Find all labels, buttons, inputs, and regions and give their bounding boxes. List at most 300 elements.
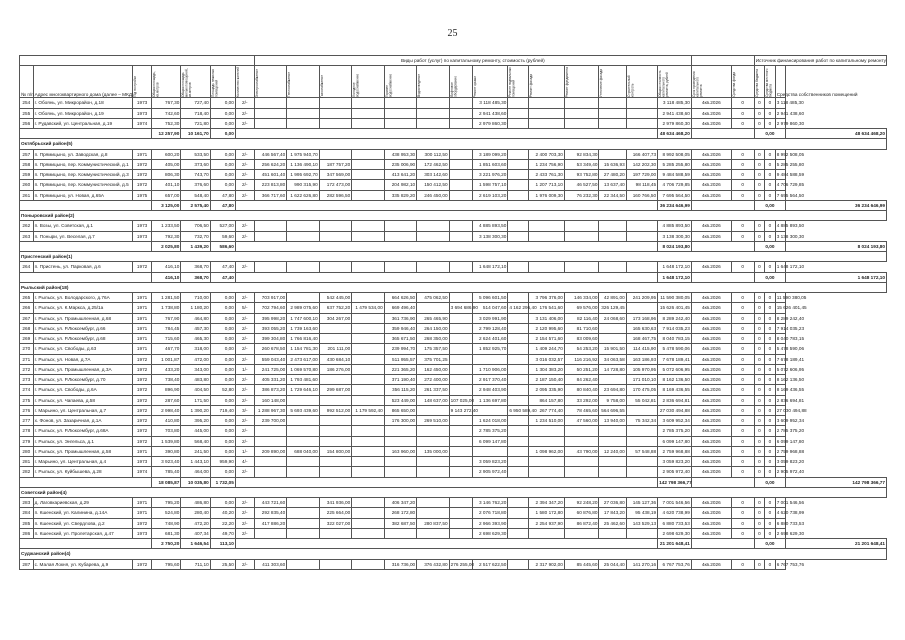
row-work-value xyxy=(508,508,529,518)
row-planned-date: 4кв.2026 xyxy=(691,108,731,118)
row-work-value: 2 254 937,90 xyxy=(529,518,565,528)
table-row xyxy=(20,508,887,518)
row-work-value xyxy=(319,231,351,241)
row-dwellers: 2/- xyxy=(235,313,254,323)
subtotal-area-total: 18 085,87 xyxy=(152,477,181,487)
row-total-cost: 8 289 242,40 xyxy=(658,313,692,323)
row-area-residential: 1 180,20 xyxy=(181,303,210,313)
row-area-residential: 457,30 xyxy=(181,323,210,333)
row-work-value xyxy=(564,98,599,108)
row-work-value xyxy=(626,457,657,467)
row-number: 255 xyxy=(20,108,34,118)
row-work-value xyxy=(599,375,626,385)
row-area-residential: 727,40 xyxy=(181,98,210,108)
header-area-residential: Общая площадь жилых помещений, кв.метров xyxy=(181,68,193,98)
row-work-value: 6 099 147,80 xyxy=(472,436,508,446)
row-work-value xyxy=(599,262,626,272)
row-work-value: 2 433 761,30 xyxy=(529,170,565,180)
row-owners-funds: 8 040 783,15 xyxy=(775,334,785,344)
row-fund-value: 0 xyxy=(765,170,775,180)
row-planned-date: 4кв.2026 xyxy=(691,180,731,190)
row-fund-value: 0 xyxy=(754,405,764,415)
row-work-value: 150 412,50 xyxy=(417,180,449,190)
row-area-nonresidential: 0,00 xyxy=(210,108,235,118)
row-number: 281 xyxy=(20,457,34,467)
row-work-value: 154 800,00 xyxy=(319,446,351,456)
district-section-label: Пристенский район(1) xyxy=(20,252,887,262)
district-subtotal-row xyxy=(20,129,887,139)
row-work-value xyxy=(417,108,449,118)
row-work-value xyxy=(352,334,384,344)
row-total-cost: 5 478 590,06 xyxy=(658,344,692,354)
row-work-value xyxy=(508,375,529,385)
row-address: г. Рыльск, ул. Чапаева, д.58 xyxy=(33,395,133,405)
row-area-total: 433,20 xyxy=(152,364,181,374)
row-work-value xyxy=(352,518,384,528)
row-address: г. Обоянь, ул. Микрорайон, д.18 xyxy=(33,98,133,108)
row-fund-value: 0 xyxy=(765,457,775,467)
row-work-value xyxy=(599,118,626,128)
row-planned-date: 4кв.2026 xyxy=(691,446,731,456)
table-row xyxy=(20,334,887,344)
row-dwellers: 2/- xyxy=(235,323,254,333)
row-fund-value: 0 xyxy=(765,344,775,354)
cell-blank xyxy=(20,241,152,251)
row-area-residential: 464,80 xyxy=(181,313,210,323)
row-area-total: 1 539,80 xyxy=(152,436,181,446)
row-planned-date: 4кв.2026 xyxy=(691,498,731,508)
row-year: 1972 xyxy=(133,170,152,180)
subtotal-fund-budget: 0,00 xyxy=(754,241,785,251)
subtotal-area-nonresidential: 1 732,05 xyxy=(210,477,235,487)
row-fund-value: 0 xyxy=(754,323,764,333)
row-fund-value: 0 xyxy=(754,375,764,385)
row-work-value: 865 650,00 xyxy=(384,405,416,415)
row-work-value xyxy=(449,508,472,518)
table-row xyxy=(20,262,887,272)
row-fund-value: 0 xyxy=(731,467,754,477)
row-area-residential: 1 443,10 xyxy=(181,457,210,467)
row-work-value: 282 596,50 xyxy=(319,190,351,200)
row-fund-value: 0 xyxy=(754,334,764,344)
row-area-residential: 706,50 xyxy=(181,221,210,231)
row-work-value: 3 796 376,00 xyxy=(529,293,565,303)
row-work-value xyxy=(352,498,384,508)
row-work-value: 187 757,20 xyxy=(319,159,351,169)
row-work-value: 664 626,50 xyxy=(384,293,416,303)
row-work-value: 146 334,00 xyxy=(564,293,599,303)
subtotal-total-cost: 21 201 648,41 xyxy=(658,539,692,549)
header-work-9: Ремонт фасада xyxy=(529,74,534,98)
row-work-value: 406 347,20 xyxy=(384,498,416,508)
row-owners-funds: 11 590 380,05 xyxy=(775,293,785,303)
row-work-value xyxy=(564,457,599,467)
row-area-nonresidential: 59,60 xyxy=(210,231,235,241)
row-fund-value: 0 xyxy=(731,313,754,323)
row-work-value: 356 115,20 xyxy=(384,385,416,395)
row-year: 1971 xyxy=(133,334,152,344)
row-area-total: 1 001,87 xyxy=(152,354,181,364)
row-area-nonresidential: 0,00 xyxy=(210,467,235,477)
row-fund-value: 0 xyxy=(754,190,764,200)
row-work-value xyxy=(449,446,472,456)
row-address: х. Фонов, ул. Зазаричная, д.1А xyxy=(33,416,133,426)
row-area-total: 742,60 xyxy=(152,108,181,118)
row-work-value: 1 851 603,60 xyxy=(472,159,508,169)
row-work-value xyxy=(449,385,472,395)
row-work-value xyxy=(564,528,599,538)
row-fund-value: 0 xyxy=(765,436,775,446)
row-work-value: 92 834,30 xyxy=(564,149,599,159)
row-dwellers: 2/- xyxy=(235,518,254,528)
row-work-value xyxy=(508,344,529,354)
row-work-value: 3 694 686,90 xyxy=(449,303,472,313)
row-work-value xyxy=(529,436,565,446)
row-dwellers: 2/- xyxy=(235,467,254,477)
row-work-value xyxy=(417,436,449,446)
row-fund-value: 0 xyxy=(765,528,775,538)
header-work-4: Горячее водоснабжение xyxy=(384,74,393,98)
table-row xyxy=(20,344,887,354)
row-work-value xyxy=(449,190,472,200)
row-fund-value: 0 xyxy=(765,467,775,477)
row-work-value: 78 465,60 xyxy=(564,405,599,415)
row-work-value xyxy=(384,231,416,241)
row-work-value xyxy=(449,221,472,231)
row-work-value: 145 127,36 xyxy=(626,498,657,508)
row-work-value xyxy=(319,118,351,128)
row-address: г. Рыльск, ул. Р.Люксембург, д.70 xyxy=(33,375,133,385)
subtotal-area-residential: 1 439,20 xyxy=(181,241,210,251)
table-row xyxy=(20,190,887,200)
row-dwellers: 2/- xyxy=(235,98,254,108)
row-work-value: 172 462,50 xyxy=(417,159,449,169)
subtotal-total-cost: 48 634 468,20 xyxy=(658,129,692,139)
header-num: № п/п xyxy=(20,66,34,98)
row-work-value: 1 852 925,70 xyxy=(472,344,508,354)
table-row xyxy=(20,405,887,415)
row-fund-value: 0 xyxy=(765,334,775,344)
row-area-total: 657,00 xyxy=(152,190,181,200)
row-work-value: 24 068,60 xyxy=(599,313,626,323)
row-work-value xyxy=(319,528,351,538)
row-work-value xyxy=(287,426,319,436)
row-owners-funds: 5 285 255,80 xyxy=(775,159,785,169)
row-work-value xyxy=(449,159,472,169)
row-work-value xyxy=(417,98,449,108)
row-work-value: 3 146 762,20 xyxy=(472,498,508,508)
row-work-value: 341 936,00 xyxy=(319,498,351,508)
row-work-value xyxy=(599,426,626,436)
row-work-value: 2 941 438,60 xyxy=(472,108,508,118)
subtotal-area-total: 12 257,90 xyxy=(152,129,181,139)
row-work-value xyxy=(319,149,351,159)
header-address: Адрес многоквартирного дома (далее – МКД) xyxy=(33,66,133,98)
row-area-total: 3 923,40 xyxy=(152,457,181,467)
row-work-value: 399 304,80 xyxy=(254,334,286,344)
header-dwellers: Количество жителей xyxy=(235,66,240,98)
row-address: п. Прямицыно, пер. Коммунистический, д.3 xyxy=(33,170,133,180)
row-work-value xyxy=(449,518,472,528)
row-work-value xyxy=(352,323,384,333)
row-owners-funds: 2 759 968,88 xyxy=(775,446,785,456)
row-fund-value: 0 xyxy=(765,293,775,303)
row-area-nonresidential: 0,00 xyxy=(210,159,235,169)
row-area-total: 467,70 xyxy=(152,344,181,354)
row-total-cost: 11 590 380,05 xyxy=(658,293,692,303)
row-area-residential: 465,30 xyxy=(181,334,210,344)
row-area-nonresidential: 0,00 xyxy=(210,375,235,385)
header-columns-row xyxy=(20,66,887,98)
row-work-value xyxy=(287,293,319,303)
row-year: 1972 xyxy=(133,364,152,374)
table-row xyxy=(20,118,887,128)
row-work-value: 702 794,60 xyxy=(254,303,286,313)
row-number: 254 xyxy=(20,98,34,108)
row-work-value: 326 129,45 xyxy=(599,303,626,313)
row-area-residential: 711,10 xyxy=(181,559,210,569)
row-number: 283 xyxy=(20,498,34,508)
row-work-value: 386 873,20 xyxy=(254,385,286,395)
row-address: п. Пристень, ул. Парковая, д.6 xyxy=(33,262,133,272)
row-work-value: 3 221 976,20 xyxy=(472,170,508,180)
subtotal-fund-budget: 0,00 xyxy=(754,129,785,139)
row-year: 1972 xyxy=(133,416,152,426)
row-work-value: 42 891,00 xyxy=(599,293,626,303)
row-area-residential: 568,40 xyxy=(181,436,210,446)
row-area-nonresidential: 0,00 xyxy=(210,416,235,426)
row-work-value xyxy=(352,262,384,272)
row-year: 1975 xyxy=(133,190,152,200)
row-work-value xyxy=(449,108,472,118)
row-work-value xyxy=(287,262,319,272)
row-work-value: 2 154 571,60 xyxy=(529,334,565,344)
subtotal-total-cost: 142 798 366,77 xyxy=(658,477,692,487)
table-row xyxy=(20,303,887,313)
row-work-value xyxy=(626,528,657,538)
row-work-value: 15 636,93 xyxy=(599,159,626,169)
header-area-nonresidential: Площадь нежилых помещений xyxy=(210,69,219,98)
row-owners-funds: 6 767 753,76 xyxy=(775,559,785,569)
row-area-nonresidential: 0,00 xyxy=(210,364,235,374)
row-address: п. Кшенский, ул. Пролетарская, д.47 xyxy=(33,528,133,538)
table-row xyxy=(20,375,887,385)
row-total-cost: 7 678 189,41 xyxy=(658,354,692,364)
row-year: 1971 xyxy=(133,149,152,159)
row-work-value xyxy=(352,508,384,518)
table-row xyxy=(20,457,887,467)
cell-blank xyxy=(235,129,657,139)
row-planned-date: 4кв.2026 xyxy=(691,375,731,385)
row-address: г. Марьино, ул. Центральная, д.7 xyxy=(33,405,133,415)
row-total-cost: 5 072 606,95 xyxy=(658,364,692,374)
row-work-value: 1 098 962,00 xyxy=(529,446,565,456)
row-fund-value: 0 xyxy=(754,364,764,374)
row-work-value: 2 619 103,20 xyxy=(472,190,508,200)
row-fund-value: 0 xyxy=(765,498,775,508)
row-fund-value: 0 xyxy=(765,375,775,385)
header-work-10: Ремонт фундамента xyxy=(564,66,569,98)
row-address: г. Рыльск, ул. Куйбышева, д.28 xyxy=(33,467,133,477)
row-work-value: 17 843,20 xyxy=(599,508,626,518)
row-work-value xyxy=(529,528,565,538)
row-work-value xyxy=(449,375,472,385)
row-area-nonresidential: 0,00 xyxy=(210,426,235,436)
row-work-value: 1 975 940,70 xyxy=(287,149,319,159)
row-work-value xyxy=(352,385,384,395)
cell-blank xyxy=(691,477,754,487)
row-work-value xyxy=(319,323,351,333)
row-address: г. Рыльск, ул. Р.Люксембург, д.68А xyxy=(33,426,133,436)
row-work-value xyxy=(599,457,626,467)
table-row xyxy=(20,528,887,538)
row-area-nonresidential: 52,80 xyxy=(210,385,235,395)
row-work-value: 14 728,80 xyxy=(599,364,626,374)
row-work-value xyxy=(352,528,384,538)
row-address: п. Прямицыно, пер. Коммунистический, д.5 xyxy=(33,180,133,190)
table-row xyxy=(20,293,887,303)
row-fund-value: 0 xyxy=(754,303,764,313)
row-total-cost: 2 836 694,81 xyxy=(658,395,692,405)
row-work-value: 69 576,00 xyxy=(564,303,599,313)
row-work-value xyxy=(626,231,657,241)
row-total-cost: 7 695 564,50 xyxy=(658,190,692,200)
row-work-value xyxy=(529,98,565,108)
row-year: 1972 xyxy=(133,395,152,405)
row-fund-value: 0 xyxy=(731,323,754,333)
row-total-cost: 9 484 588,59 xyxy=(658,170,692,180)
district-section-label: Поныровский район(2) xyxy=(20,211,887,221)
row-work-value xyxy=(529,467,565,477)
row-fund-value: 0 xyxy=(754,385,764,395)
row-total-cost: 4 620 738,99 xyxy=(658,508,692,518)
row-work-value xyxy=(508,323,529,333)
row-work-value: 514 047,60 xyxy=(472,303,508,313)
row-work-value: 76 232,30 xyxy=(564,190,599,200)
row-fund-value: 0 xyxy=(765,221,775,231)
row-work-value: 114 415,90 xyxy=(626,344,657,354)
row-area-nonresidential: 959,90 xyxy=(210,457,235,467)
header-financing-group: Источник финансирования работ по капитальному ремонту xyxy=(754,56,886,66)
row-work-value: 703 917,00 xyxy=(254,293,286,303)
header-planned-date: Срок проведения капитального ремонта xyxy=(691,71,703,98)
row-planned-date: 4кв.2026 xyxy=(691,518,731,528)
row-number: 275 xyxy=(20,395,34,405)
row-work-value: 268 350,00 xyxy=(417,334,449,344)
header-year: Год постройки xyxy=(133,76,138,98)
cell-blank xyxy=(235,200,657,210)
header-work-1: Теплоснабжение xyxy=(287,72,292,98)
row-work-value: 186 276,00 xyxy=(319,364,351,374)
row-area-residential: 376,60 xyxy=(181,180,210,190)
row-work-value: 1 479 534,00 xyxy=(352,303,384,313)
row-work-value xyxy=(626,108,657,118)
row-work-value xyxy=(529,221,565,231)
row-fund-value: 0 xyxy=(731,446,754,456)
row-work-value xyxy=(384,436,416,446)
row-area-total: 287,60 xyxy=(152,395,181,405)
row-fund-value: 0 xyxy=(731,149,754,159)
row-work-value xyxy=(449,364,472,374)
row-work-value: 83 009,60 xyxy=(564,334,599,344)
row-work-value: 376 432,80 xyxy=(417,559,449,569)
row-work-value xyxy=(352,467,384,477)
row-work-value: 3 131 406,00 xyxy=(529,313,565,323)
row-work-value xyxy=(626,98,657,108)
row-work-value: 107 025,00 xyxy=(449,395,472,405)
row-address: п. Возы, ул. Советская, д.1 xyxy=(33,221,133,231)
row-work-value: 6 950 589,40 xyxy=(508,405,529,415)
row-work-value xyxy=(599,436,626,446)
row-work-value: 1 409 244,70 xyxy=(529,344,565,354)
row-fund-value: 0 xyxy=(731,559,754,569)
row-owners-funds: 4 620 738,99 xyxy=(775,508,785,518)
row-dwellers: 2/- xyxy=(235,118,254,128)
row-area-total: 806,30 xyxy=(152,170,181,180)
row-work-value: 239 700,00 xyxy=(254,416,286,426)
row-work-value: 2 917 370,40 xyxy=(472,375,508,385)
row-dwellers: 2/- xyxy=(235,559,254,569)
table-row xyxy=(20,436,887,446)
row-number: 268 xyxy=(20,323,34,333)
row-area-nonresidential: 0,00 xyxy=(210,498,235,508)
row-work-value: 411 303,60 xyxy=(254,559,286,569)
row-work-value: 47 560,00 xyxy=(564,416,599,426)
row-owners-funds: 2 785 375,20 xyxy=(775,426,785,436)
row-work-value xyxy=(449,334,472,344)
row-area-total: 748,90 xyxy=(152,518,181,528)
row-work-value xyxy=(529,231,565,241)
cell-blank xyxy=(235,539,657,549)
row-fund-value: 0 xyxy=(754,180,764,190)
row-number: 277 xyxy=(20,416,34,426)
row-fund-value: 0 xyxy=(731,118,754,128)
row-work-value: 413 641,20 xyxy=(384,170,416,180)
row-fund-value: 0 xyxy=(754,426,764,436)
row-work-value xyxy=(626,118,657,128)
row-fund-value: 0 xyxy=(731,375,754,385)
row-work-value: 22 344,50 xyxy=(599,190,626,200)
row-work-value: 637 752,20 xyxy=(319,303,351,313)
header-work-12: Строительный контроль xyxy=(626,75,635,98)
row-work-value xyxy=(287,395,319,405)
row-work-value xyxy=(319,375,351,385)
row-work-value: 3 118 485,30 xyxy=(472,98,508,108)
row-area-nonresidential: 22,20 xyxy=(210,518,235,528)
row-work-value xyxy=(319,262,351,272)
row-work-value xyxy=(417,528,449,538)
row-area-total: 715,60 xyxy=(152,334,181,344)
row-year: 1972 xyxy=(133,559,152,569)
table-row xyxy=(20,231,887,241)
row-work-value: 430 684,10 xyxy=(319,354,351,364)
cell-blank xyxy=(235,272,657,282)
row-work-value xyxy=(449,118,472,128)
row-work-value xyxy=(508,118,529,128)
row-area-total: 410,80 xyxy=(152,416,181,426)
row-work-value xyxy=(449,293,472,303)
row-area-residential: 343,00 xyxy=(181,364,210,374)
row-work-value: 5 693 439,60 xyxy=(287,405,319,415)
row-work-value: 165 630,63 xyxy=(626,323,657,333)
row-work-value xyxy=(508,190,529,200)
row-dwellers: 2/- xyxy=(235,385,254,395)
row-fund-value: 0 xyxy=(765,149,775,159)
row-work-value xyxy=(449,323,472,333)
table-row xyxy=(20,395,887,405)
row-fund-value: 0 xyxy=(754,108,764,118)
row-work-value xyxy=(352,190,384,200)
